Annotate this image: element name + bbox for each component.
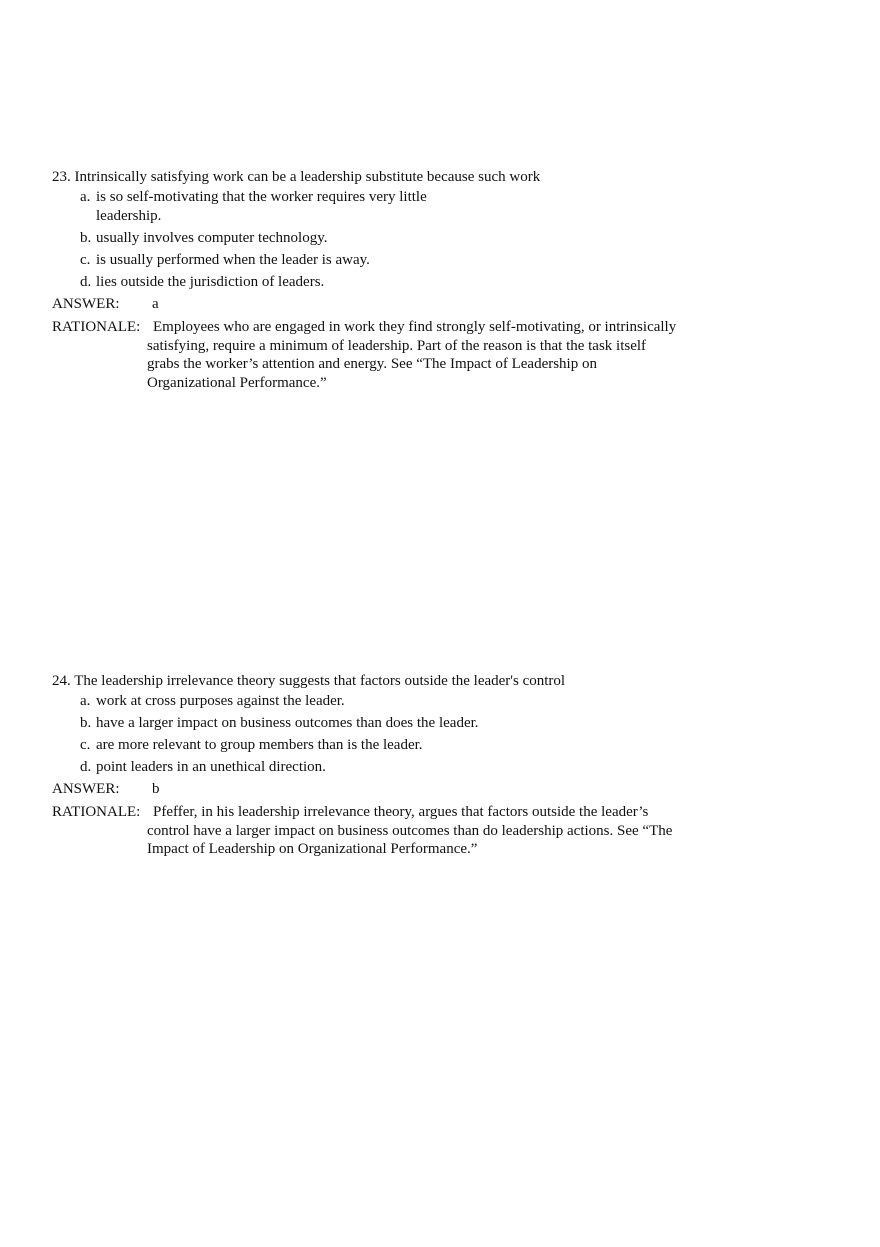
choice-letter: c. [80,737,91,753]
choice-letter: b. [80,230,92,246]
choice-b [52,229,832,248]
choice-text: are more relevant to group members than is the leader. [96,737,423,753]
question-23 [52,168,832,392]
choice-b [52,714,832,733]
rationale-row [52,803,832,859]
choice-text: point leaders in an unethical direction. [96,759,326,775]
answer-label: ANSWER: [52,781,120,797]
choice-text: have a larger impact on business outcomes than does the leader. [96,715,479,731]
answer-value: b [152,781,160,797]
choice-d [52,758,832,777]
choice-a [52,188,832,226]
choice-text: work at cross purposes against the leader. [96,693,345,709]
answer-row [52,780,832,799]
choice-letter: b. [80,715,92,731]
rationale-label: RATIONALE: [52,804,141,820]
rationale-text: Employees who are engaged in work they find strongly self-motivating, or intrinsically satisfying, require a minimum of leadership. Part of the reason is that the task itself grabs the worker’s attention and energy. See “The Impact of Leadership on Organizational Performance.” [147,319,677,391]
choice-letter: d. [80,274,92,290]
answer-row [52,295,832,314]
rationale-row [52,318,832,392]
choice-d [52,273,832,292]
choice-text: is so self-motivating that the worker requires very little leadership. [96,189,427,224]
choice-c [52,251,832,270]
answer-value: a [152,296,159,312]
question-24 [52,672,832,859]
question-stem: 24. The leadership irrelevance theory suggests that factors outside the leader's control [52,673,566,689]
choice-c [52,736,832,755]
choice-letter: d. [80,759,92,775]
choice-text: lies outside the jurisdiction of leaders. [96,274,325,290]
answer-label: ANSWER: [52,296,120,312]
rationale-text: Pfeffer, in his leadership irrelevance theory, argues that factors outside the leader’s control have a larger impact on business outcomes than do leadership actions. See “The Impact of Leadership on Organizational Performance.” [147,804,673,857]
choice-text: is usually performed when the leader is away. [96,252,370,268]
choice-letter: c. [80,252,91,268]
question-stem: 23. Intrinsically satisfying work can be a leadership substitute because such work [52,169,541,185]
choice-a [52,692,832,711]
choice-letter: a. [80,189,91,205]
choice-text: usually involves computer technology. [96,230,328,246]
choice-letter: a. [80,693,91,709]
rationale-label: RATIONALE: [52,319,141,335]
